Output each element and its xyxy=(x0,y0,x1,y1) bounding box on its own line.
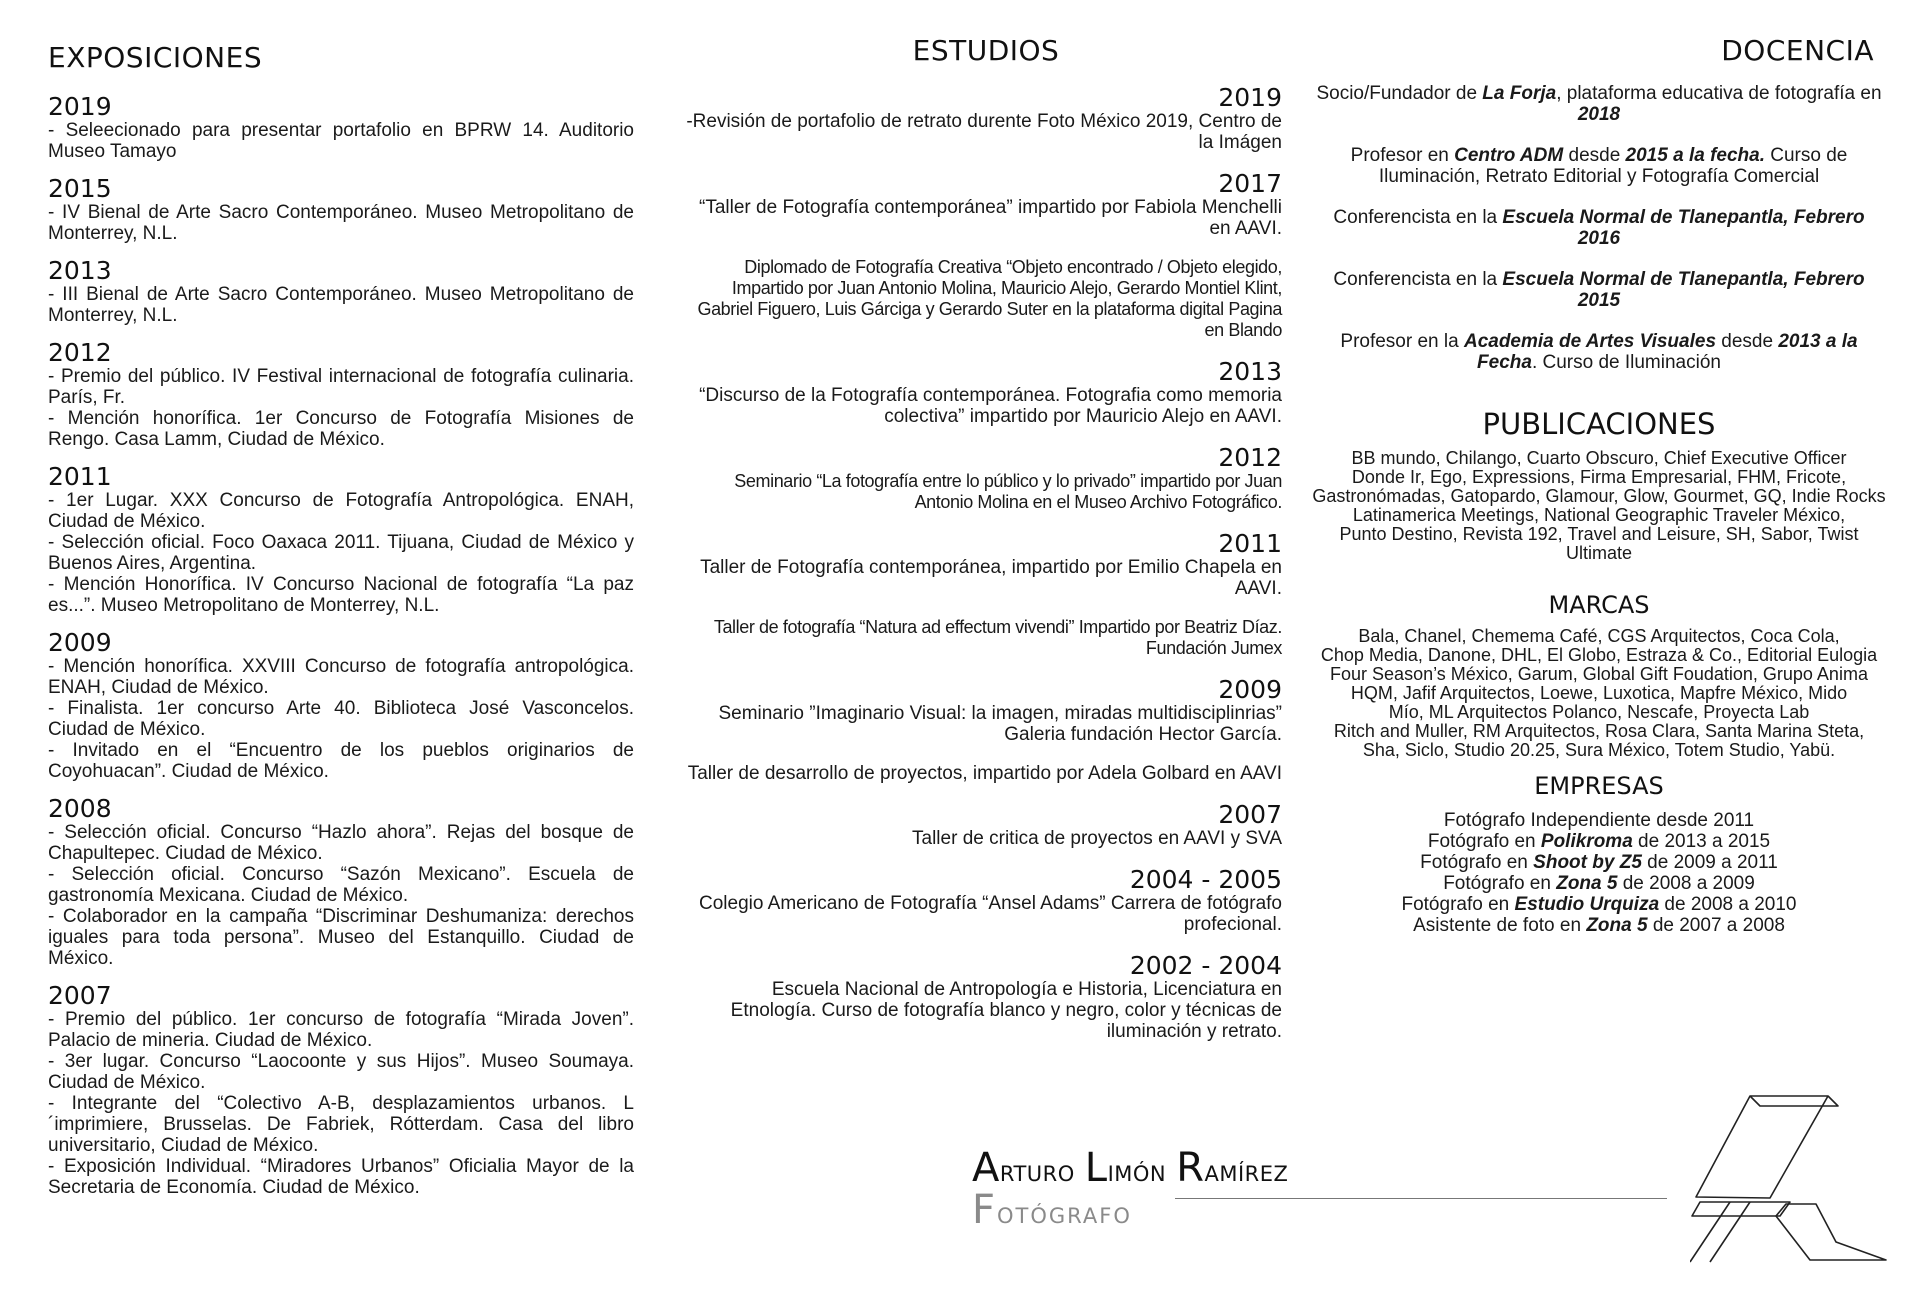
signature-name-initial: A xyxy=(972,1145,1000,1191)
highlight-text: Academia de Artes Visuales xyxy=(1463,331,1717,352)
exposicion-entry: - Premio del público. 1er concurso de fotografía “Mirada Joven”. Palacio de mineria. Ciudad de México. xyxy=(48,1009,634,1051)
marcas-title: MARCAS xyxy=(1548,591,1650,619)
empresa-line xyxy=(1312,810,1886,831)
publicaciones-title: PUBLICACIONES xyxy=(1482,407,1716,441)
estudio-year: 2017 xyxy=(1218,169,1282,198)
marca-line: Ritch and Muller, RM Arquitectos, Rosa Clara, Santa Marina Steta, xyxy=(1333,721,1865,741)
exposicion-block xyxy=(48,258,634,326)
exposicion-entry: - Selección oficial. Concurso “Sazón Mexicano”. Escuela de gastronomía Mexicana. Ciudad de México. xyxy=(48,864,634,906)
docencia-title: DOCENCIA xyxy=(1721,34,1874,67)
estudio-year: 2011 xyxy=(1218,529,1282,558)
exposicion-entry: - Integrante del “Colectivo A-B, desplazamientos urbanos. L´imprimiere, Brusselas. De Fabriek, Rótterdam. Casa del libro universitario, Ciudad de México. xyxy=(48,1093,634,1156)
exposicion-entry: - Mención honorífica. 1er Concurso de Fotografía Misiones de Rengo. Casa Lamm, Ciudad de México. xyxy=(48,408,634,450)
signature-name-initial: L xyxy=(1084,1145,1108,1191)
text-segment: Conferencista en la xyxy=(1333,207,1503,228)
monogram-logo-icon xyxy=(1690,1092,1890,1264)
exposicion-year: 2007 xyxy=(48,981,112,1010)
estudio-entry: Taller de fotografía “Natura ad effectum vivendi” Impartido por Beatriz Díaz. Fundación Jumex xyxy=(713,617,1282,658)
exposicion-entry: - Colaborador en la campaña “Discriminar Deshumaniza: derechos iguales para toda persona”. Museo del Estanquillo. Ciudad de México. xyxy=(48,906,634,969)
exposicion-block xyxy=(48,340,634,450)
estudio-year: 2004 - 2005 xyxy=(1129,865,1282,894)
estudio-entry: “Discurso de la Fotografía contemporánea. Fotografia como memoria colectiva” impartido por Mauricio Alejo en AAVI. xyxy=(699,385,1282,427)
signature-name-rest: rturo xyxy=(999,1154,1085,1189)
text-segment: Profesor en xyxy=(1350,145,1455,166)
highlight-text: Polikroma xyxy=(1540,831,1633,852)
exposicion-year: 2011 xyxy=(48,462,112,491)
exposicion-entry: - Selección oficial. Foco Oaxaca 2011. Tijuana, Ciudad de México y Buenos Aires, Argentina. xyxy=(48,532,634,574)
signature-name-initial: R xyxy=(1176,1145,1205,1191)
estudio-entry: Seminario ”Imaginario Visual: la imagen, miradas multidisciplinrias” Galeria fundación Hector García. xyxy=(718,703,1282,745)
empresa-line xyxy=(1312,915,1886,936)
text-segment: de 2007 a 2008 xyxy=(1647,915,1785,936)
marca-line: Chop Media, Danone, DHL, El Globo, Estraza & Co., Editorial Eulogia xyxy=(1320,645,1878,665)
estudio-entry: Taller de desarrollo de proyectos, impartido por Adela Golbard en AAVI xyxy=(687,763,1282,784)
exposicion-year: 2019 xyxy=(48,92,112,121)
estudio-entry: Seminario “La fotografía entre lo público y lo privado” impartido por Juan Antonio Molina en el Museo Archivo Fotográfico. xyxy=(734,471,1282,512)
highlight-text: Shoot by Z5 xyxy=(1533,852,1642,873)
exposicion-block xyxy=(48,94,634,162)
estudio-year: 2013 xyxy=(1218,357,1282,386)
empresas-title: EMPRESAS xyxy=(1534,772,1664,800)
text-segment: Curso de Iluminación, Retrato Editorial y Fotografía Comercial xyxy=(1378,145,1848,187)
docencia-entry xyxy=(1312,83,1886,125)
exposicion-block xyxy=(48,796,634,969)
exposicion-block xyxy=(48,176,634,244)
highlight-text: Escuela Normal de Tlanepantla, Febrero 2016 xyxy=(1502,207,1865,249)
text-segment: Asistente de foto en xyxy=(1413,915,1587,936)
signature-role-initial: F xyxy=(972,1187,998,1233)
estudio-year: 2009 xyxy=(1218,675,1282,704)
text-segment: Socio/Fundador de xyxy=(1316,83,1483,104)
text-segment: de 2008 a 2009 xyxy=(1617,873,1755,894)
text-segment: de 2008 a 2010 xyxy=(1659,894,1797,915)
exposiciones-column xyxy=(48,0,634,1212)
publicacion-line: BB mundo, Chilango, Cuarto Obscuro, Chief Executive Officer xyxy=(1351,448,1847,468)
empresa-line xyxy=(1312,873,1886,894)
logo-right-leg xyxy=(1776,1204,1886,1260)
estudios-column xyxy=(682,0,1282,1060)
highlight-text: Escuela Normal de Tlanepantla, Febrero 2015 xyxy=(1502,269,1865,311)
estudio-year: 2007 xyxy=(1218,800,1282,829)
empresa-line xyxy=(1312,894,1886,915)
estudio-entry: Diplomado de Fotografía Creativa “Objeto encontrado / Objeto elegido, Impartido por Juan Antonio Molina, Mauricio Alejo, Gerardo Montiel Klint, Gabriel Figuero, Luis Gárciga y Gerardo Suter en la plataforma digital Pagina en Blando xyxy=(697,257,1282,340)
text-segment: Fotógrafo en xyxy=(1401,894,1515,915)
estudio-entry: -Revisión de portafolio de retrato durente Foto México 2019, Centro de la Imágen xyxy=(686,111,1282,153)
marca-line: Mío, ML Arquitectos Polanco, Nescafe, Proyecta Lab xyxy=(1388,702,1810,722)
estudio-block xyxy=(682,802,1282,849)
docencia-column xyxy=(1312,0,1886,936)
exposicion-entry: - III Bienal de Arte Sacro Contemporáneo. Museo Metropolitano de Monterrey, N.L. xyxy=(48,284,634,326)
exposicion-entry: - Mención Honorífica. IV Concurso Nacional de fotografía “La paz es...”. Museo Metropolitano de Monterrey, N.L. xyxy=(48,574,634,616)
exposicion-block xyxy=(48,464,634,616)
exposicion-year: 2009 xyxy=(48,628,112,657)
estudio-block xyxy=(682,867,1282,935)
estudio-block xyxy=(682,531,1282,659)
signature-role-rest: otógrafo xyxy=(997,1196,1132,1231)
highlight-text: Centro ADM xyxy=(1454,145,1564,166)
estudio-block xyxy=(682,677,1282,784)
estudio-year: 2012 xyxy=(1218,443,1282,472)
estudio-entry: Taller de Fotografía contemporánea, impartido por Emilio Chapela en AAVI. xyxy=(700,557,1282,599)
text-segment: Fotógrafo en xyxy=(1420,852,1534,873)
text-segment: Fotógrafo Independiente desde 2011 xyxy=(1443,810,1755,831)
text-segment: desde xyxy=(1563,145,1626,166)
exposicion-year: 2013 xyxy=(48,256,112,285)
exposicion-year: 2015 xyxy=(48,174,112,203)
highlight-text: 2018 xyxy=(1577,104,1621,125)
exposicion-entry: - Selección oficial. Concurso “Hazlo ahora”. Rejas del bosque de Chapultepec. Ciudad de México. xyxy=(48,822,634,864)
highlight-text: 2015 a la fecha. xyxy=(1625,145,1765,166)
marca-line: Bala, Chanel, Chemema Café, CGS Arquitectos, Coca Cola, xyxy=(1358,626,1840,646)
publicacion-line: Donde Ir, Ego, Expressions, Firma Empresarial, FHM, Fricote, xyxy=(1351,467,1847,487)
estudio-entry: Taller de critica de proyectos en AAVI y SVA xyxy=(912,828,1282,849)
estudio-entry: Colegio Americano de Fotografía “Ansel Adams” Carrera de fotógrafo profecional. xyxy=(699,893,1282,935)
exposicion-entry: - Exposición Individual. “Miradores Urbanos” Oficialia Mayor de la Secretaria de Economía. Ciudad de México. xyxy=(48,1156,634,1198)
marca-line: Four Season’s México, Garum, Global Gift Foudation, Grupo Anima xyxy=(1330,664,1868,684)
text-segment: desde xyxy=(1716,331,1779,352)
exposicion-entry: - Premio del público. IV Festival internacional de fotografía culinaria. París, Fr. xyxy=(48,366,634,408)
text-segment: . Curso de Iluminación xyxy=(1531,352,1721,373)
estudios-title: ESTUDIOS xyxy=(912,34,1060,67)
estudios-list xyxy=(682,85,1282,1042)
docencia-entry xyxy=(1312,331,1886,373)
exposicion-entry: - Seleecionado para presentar portafolio en BPRW 14. Auditorio Museo Tamayo xyxy=(48,120,634,162)
estudio-block xyxy=(682,953,1282,1042)
text-segment: de 2009 a 2011 xyxy=(1641,852,1778,873)
highlight-text: 2013 a la Fecha xyxy=(1477,331,1858,373)
empresas-list xyxy=(1312,810,1886,936)
exposicion-entry: - IV Bienal de Arte Sacro Contemporáneo. Museo Metropolitano de Monterrey, N.L. xyxy=(48,202,634,244)
exposicion-entry: - Invitado en el “Encuentro de los pueblos originarios de Coyohuacan”. Ciudad de México. xyxy=(48,740,634,782)
publicacion-line: Gastronómadas, Gatopardo, Glamour, Glow, Gourmet, GQ, Indie Rocks xyxy=(1312,486,1886,506)
signature-role xyxy=(972,1187,1132,1234)
estudio-block xyxy=(682,85,1282,153)
docencia-entry xyxy=(1312,207,1886,249)
marcas-list xyxy=(1312,627,1886,760)
highlight-text: Estudio Urquiza xyxy=(1514,894,1660,915)
estudio-block xyxy=(682,171,1282,341)
text-segment: , plataforma educativa de fotografía en xyxy=(1556,83,1882,104)
signature-name-rest: amírez xyxy=(1204,1154,1289,1189)
publicacion-line: Ultimate xyxy=(1565,543,1632,563)
signature xyxy=(972,1145,1672,1238)
logo-left-leg xyxy=(1690,1202,1750,1262)
exposicion-year: 2012 xyxy=(48,338,112,367)
empresa-line xyxy=(1312,831,1886,852)
publicacion-line: Latinamerica Meetings, National Geographic Traveler México, xyxy=(1352,505,1846,525)
exposicion-year: 2008 xyxy=(48,794,112,823)
text-segment: de 2013 a 2015 xyxy=(1632,831,1771,852)
signature-name-rest: imón xyxy=(1107,1154,1177,1189)
estudio-entry: Escuela Nacional de Antropología e Historia, Licenciatura en Etnología. Curso de fotografía blanco y negro, color y técnicas de iluminación y retrato. xyxy=(730,979,1282,1042)
exposicion-entry: - 3er lugar. Concurso “Laocoonte y sus Hijos”. Museo Soumaya. Ciudad de México. xyxy=(48,1051,634,1093)
exposicion-block xyxy=(48,983,634,1198)
publicacion-line: Punto Destino, Revista 192, Travel and Leisure, SH, Sabor, Twist xyxy=(1339,524,1859,544)
estudio-entry: “Taller de Fotografía contemporánea” impartido por Fabiola Menchelli en AAVI. xyxy=(699,197,1282,239)
docencia-entry xyxy=(1312,269,1886,311)
estudio-year: 2002 - 2004 xyxy=(1129,951,1282,980)
text-segment: Profesor en la xyxy=(1340,331,1464,352)
highlight-text: Zona 5 xyxy=(1586,915,1648,936)
docencia-list xyxy=(1312,83,1886,373)
marca-line: Sha, Siclo, Studio 20.25, Sura México, Totem Studio, Yabü. xyxy=(1362,740,1836,760)
publicaciones-list xyxy=(1312,449,1886,563)
exposiciones-title: EXPOSICIONES xyxy=(48,41,263,74)
estudio-block xyxy=(682,359,1282,427)
text-segment: Fotógrafo en xyxy=(1427,831,1541,852)
signature-divider xyxy=(1175,1198,1667,1199)
empresa-line xyxy=(1312,852,1886,873)
exposicion-block xyxy=(48,630,634,782)
highlight-text: Zona 5 xyxy=(1556,873,1618,894)
marca-line: HQM, Jafif Arquitectos, Loewe, Luxotica, Mapfre México, Mido xyxy=(1350,683,1848,703)
signature-name xyxy=(972,1145,1289,1192)
exposiciones-list xyxy=(48,94,634,1198)
estudio-year: 2019 xyxy=(1218,83,1282,112)
docencia-entry xyxy=(1312,145,1886,187)
text-segment: Conferencista en la xyxy=(1333,269,1503,290)
logo-upper-stroke xyxy=(1696,1096,1828,1198)
text-segment: Fotógrafo en xyxy=(1443,873,1557,894)
highlight-text: La Forja xyxy=(1482,83,1557,104)
exposicion-entry: - Finalista. 1er concurso Arte 40. Biblioteca José Vasconcelos. Ciudad de México. xyxy=(48,698,634,740)
exposicion-entry: - Mención honorífica. XXVIII Concurso de fotografía antropológica. ENAH, Ciudad de México. xyxy=(48,656,634,698)
exposicion-entry: - 1er Lugar. XXX Concurso de Fotografía Antropológica. ENAH, Ciudad de México. xyxy=(48,490,634,532)
logo-crossbar xyxy=(1692,1202,1790,1216)
estudio-block xyxy=(682,445,1282,513)
